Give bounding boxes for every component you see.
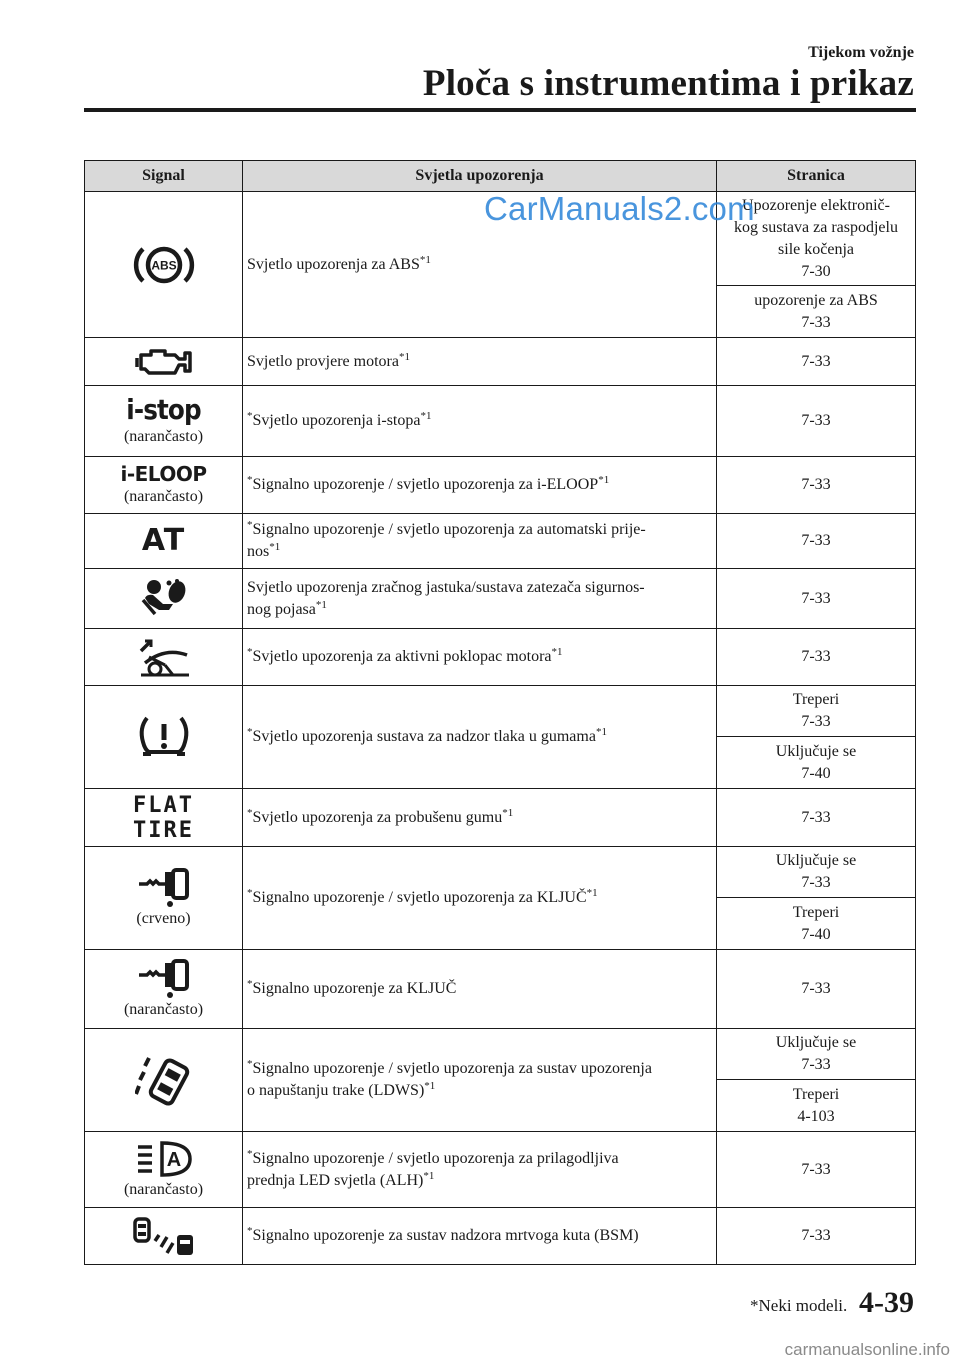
page-cell: upozorenje za ABS 7-33 (717, 286, 916, 338)
table-row (85, 338, 916, 386)
color-note: (narančasto) (123, 1180, 204, 1198)
lane-departure-icon (135, 1052, 193, 1108)
flat-tire-icon: FLAT TIRE (133, 792, 194, 843)
signal-cell (85, 457, 243, 514)
col-header-signal: Signal (85, 161, 243, 192)
bottom-watermark: carmanualsonline.info (784, 1340, 950, 1359)
page-cell: Treperi 4-103 (717, 1080, 916, 1132)
airbag-icon (139, 578, 189, 620)
page-cell: 7-33 (717, 457, 916, 514)
table-header-row (85, 161, 916, 192)
warning-description: *Signalno upozorenje / svjetlo upozorenja za prilagodljiva prednja LED svjetla (ALH)$^{*1}$ (243, 1132, 717, 1208)
tire-pressure-icon (135, 714, 193, 760)
page-cell: 7-33 (717, 514, 916, 569)
abs-warning-icon (131, 241, 197, 289)
svg-text:ABS: ABS (150, 258, 177, 272)
page-cell: Uključuje se 7-33 (717, 847, 916, 898)
key-icon (135, 866, 193, 908)
table-row (85, 789, 916, 847)
signal-cell (85, 514, 243, 569)
signal-cell (85, 789, 243, 847)
page-cell: 7-33 (717, 629, 916, 686)
page-cell: 7-33 (717, 569, 916, 629)
page-cell: Treperi 7-33 (717, 686, 916, 737)
warning-description: *Signalno upozorenje / svjetlo upozorenja za KLJUČ$^{*1}$ (243, 847, 717, 950)
table-row (85, 457, 916, 514)
table-row (85, 569, 916, 629)
signal-cell (85, 686, 243, 789)
warning-description: *Signalno upozorenje / svjetlo upozorenja za sustav upozorenja o napuštanju trake (LDWS)$^{*1}$ (243, 1029, 717, 1132)
signal-cell (85, 950, 243, 1029)
signal-cell (85, 1132, 243, 1208)
at-icon: AT (141, 523, 186, 558)
footnote: *Neki modeli. (750, 1296, 848, 1315)
page-title: Ploča s instrumentima i prikaz (422, 63, 914, 104)
table-row (85, 686, 916, 737)
table-row (85, 629, 916, 686)
page-cell: 7-33 (717, 789, 916, 847)
table-row (85, 1208, 916, 1265)
page-cell: Treperi 7-40 (717, 898, 916, 950)
watermark-logo: CarManuals2.com (484, 190, 755, 227)
page-cell: 7-33 (717, 1132, 916, 1208)
table-row (85, 1132, 916, 1208)
color-note: (narančasto) (123, 428, 204, 445)
page-cell: 7-33 (717, 338, 916, 386)
warning-description: Svjetlo upozorenja zračnog jastuka/sustava zatezača sigurnos- nog pojasa$^{*1}$ (243, 569, 717, 629)
warning-description: *Svjetlo upozorenja i-stopa$^{*1}$ (243, 386, 717, 457)
header-rule (84, 108, 916, 112)
active-bonnet-icon (135, 637, 193, 677)
signal-cell (85, 338, 243, 386)
color-note: (narančasto) (123, 1001, 204, 1018)
signal-cell (85, 569, 243, 629)
page-cell: 7-33 (717, 950, 916, 1029)
warning-description: Svjetlo upozorenja za ABS$^{*1}$ (243, 192, 717, 338)
signal-cell (85, 847, 243, 950)
signal-cell (85, 192, 243, 338)
i-eloop-icon: i-ELOOP (120, 462, 207, 486)
signal-cell (85, 386, 243, 457)
col-header-page: Stranica (717, 161, 916, 192)
col-header-warning: Svjetla upozorenja (243, 161, 717, 192)
warning-description: *Svjetlo upozorenja za probušenu gumu$^{*1}$ (243, 789, 717, 847)
signal-cell (85, 1208, 243, 1265)
table-row (85, 514, 916, 569)
svg-text:A: A (166, 1148, 181, 1171)
signal-cell (85, 1029, 243, 1132)
blind-spot-icon (131, 1215, 197, 1257)
color-note: (narančasto) (123, 488, 204, 505)
table-row (85, 386, 916, 457)
table-row (85, 950, 916, 1029)
signal-cell (85, 629, 243, 686)
page-cell: 7-33 (717, 386, 916, 457)
color-note: (crveno) (136, 910, 191, 927)
table-row (85, 847, 916, 898)
section-header: Tijekom vožnje (808, 44, 914, 61)
warning-description: Svjetlo provjere motora$^{*1}$ (243, 338, 717, 386)
warning-description: *Signalno upozorenje za KLJUČ (243, 950, 717, 1029)
i-stop-icon: i-stop (126, 393, 201, 426)
check-engine-icon (135, 345, 193, 379)
warning-lights-table (84, 160, 916, 1265)
adaptive-headlight-icon (134, 1139, 194, 1179)
warning-description: *Svjetlo upozorenja sustava za nadzor tlaka u gumama$^{*1}$ (243, 686, 717, 789)
page-cell: 7-33 (717, 1208, 916, 1265)
page-cell: Uključuje se 7-33 (717, 1029, 916, 1080)
warning-description: *Signalno upozorenje za sustav nadzora mrtvoga kuta (BSM) (243, 1208, 717, 1265)
page-cell: Uključuje se 7-40 (717, 737, 916, 789)
page-cell: Upozorenje elektronič- kog sustava za raspodjelu sile kočenja 7-30 (717, 192, 916, 286)
page-number: 4-39 (859, 1286, 914, 1319)
key-icon (135, 957, 193, 999)
warning-description: *Signalno upozorenje / svjetlo upozorenja za automatski prije- nos$^{*1}$ (243, 514, 717, 569)
warning-description: *Signalno upozorenje / svjetlo upozorenja za i-ELOOP$^{*1}$ (243, 457, 717, 514)
warning-description: *Svjetlo upozorenja za aktivni poklopac motora$^{*1}$ (243, 629, 717, 686)
table-row (85, 1029, 916, 1080)
